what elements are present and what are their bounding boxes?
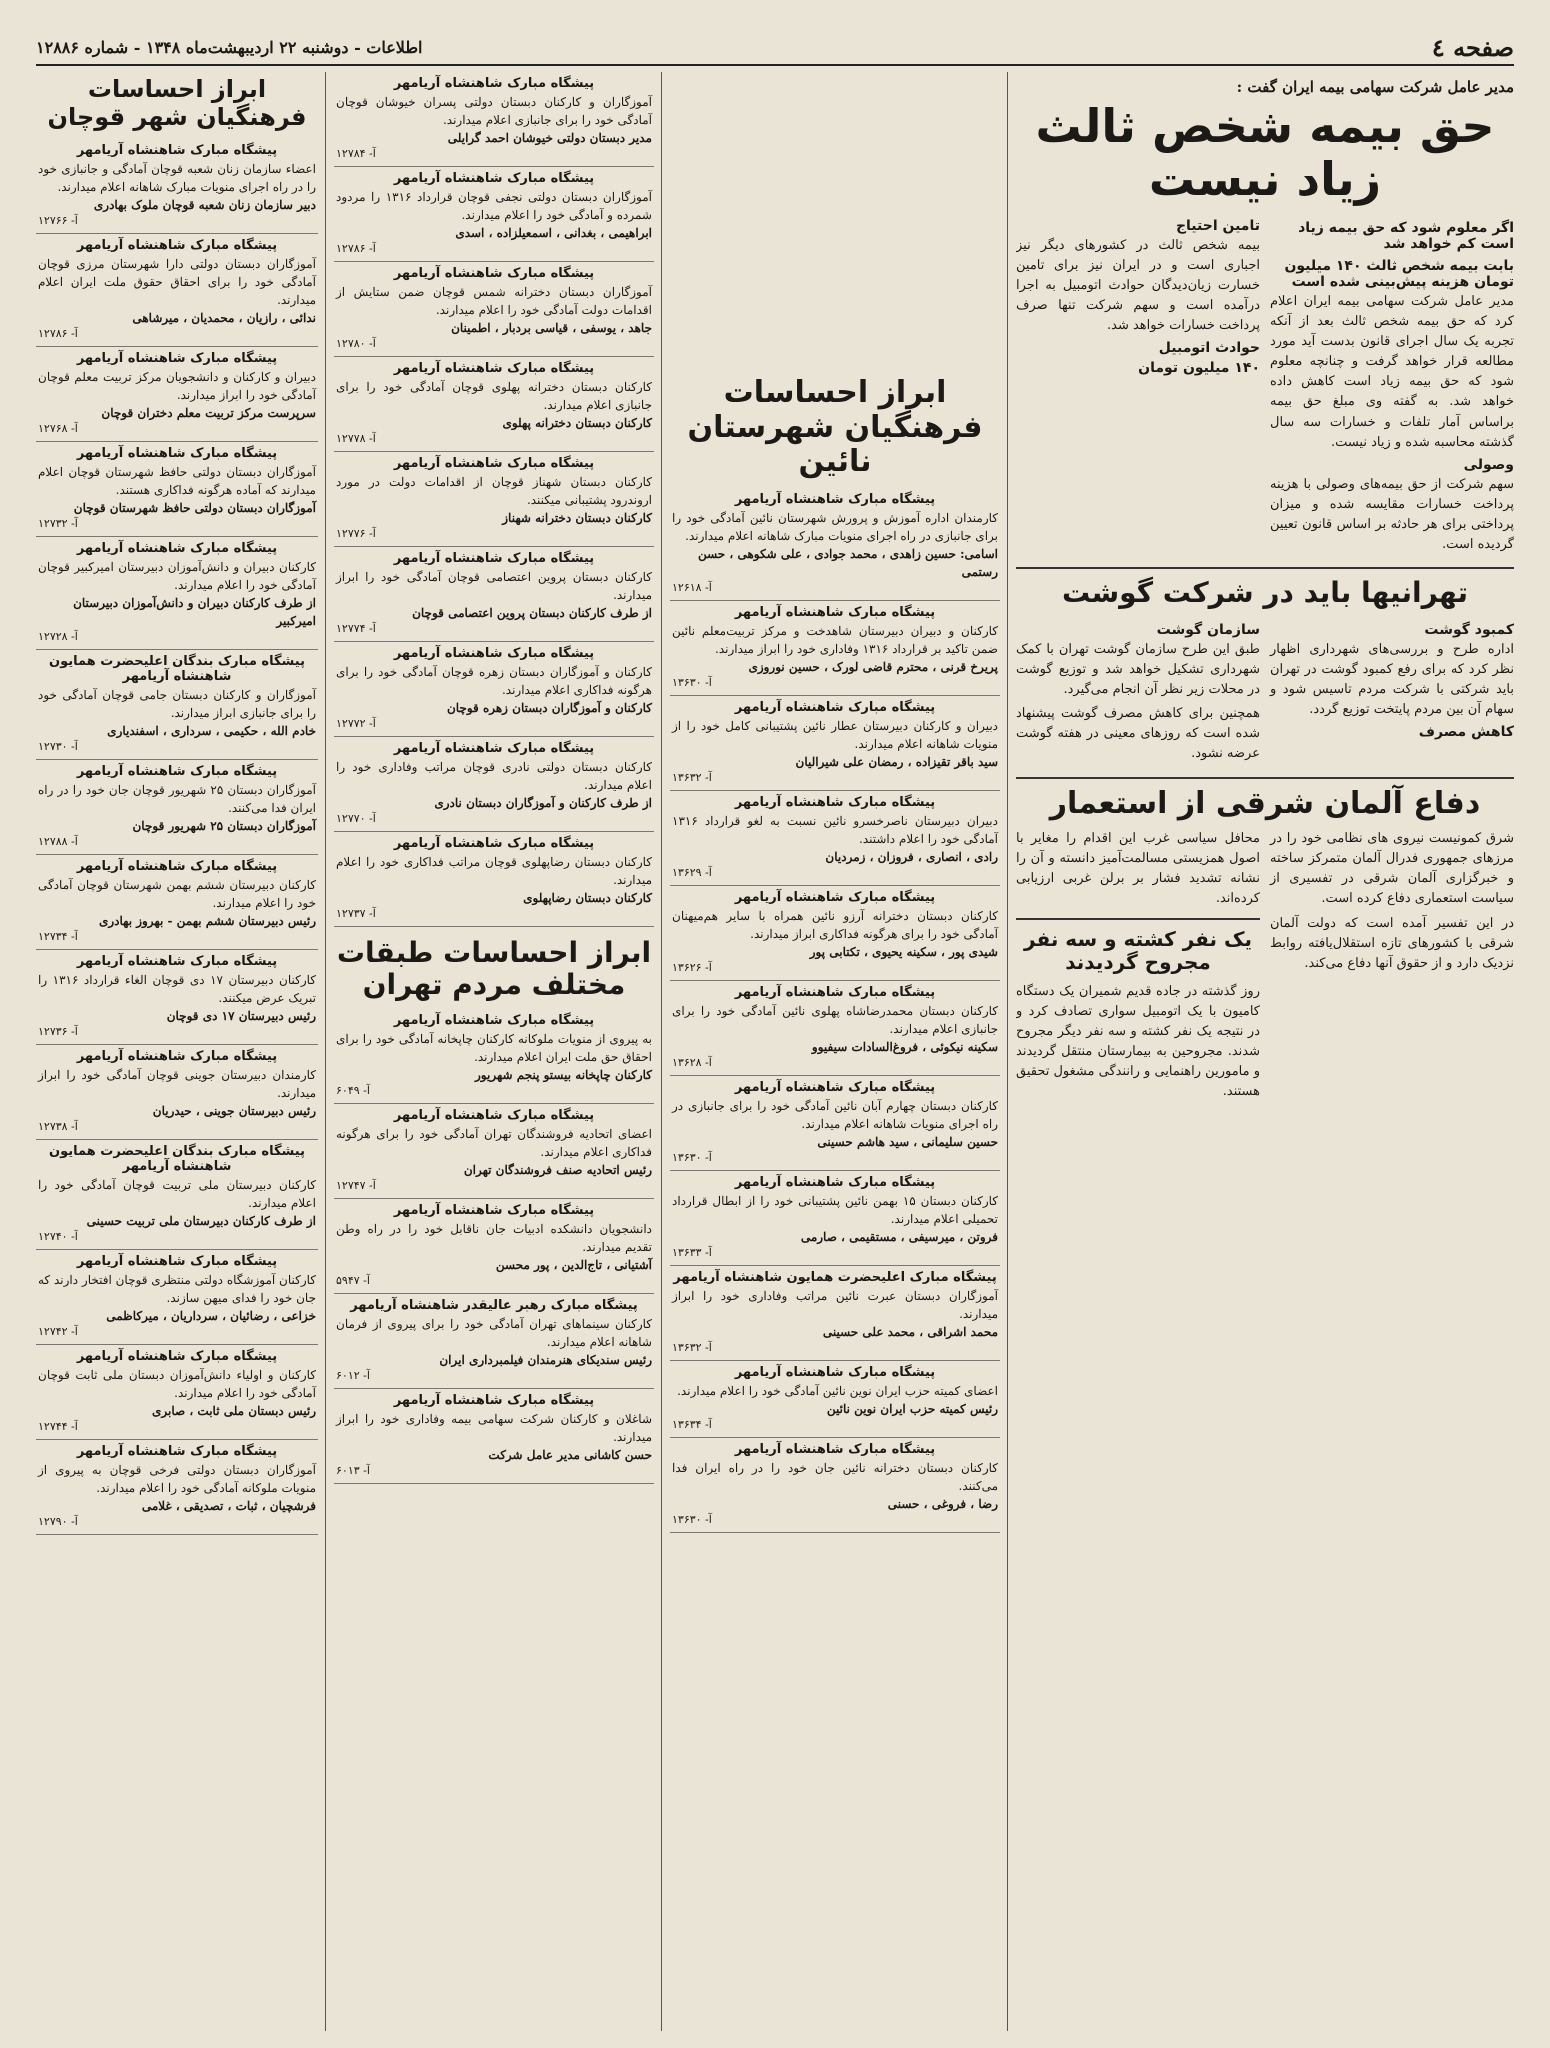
telegram-heading: پیشگاه مبارک شاهنشاه آریامهر xyxy=(76,764,278,780)
insurance-sub-2: حوادث اتومبیل xyxy=(1158,340,1260,357)
telegram-signature: کارکنان دبستان رضاپهلوی xyxy=(523,891,652,905)
telegram-body: کارکنان دبستان دولتی نادری قوچان مراتب وفاداری خود را اعلام میدارند. xyxy=(336,760,652,792)
telegram-body: دبیران و کارکنان دبیرستان عطار نائین پشتیبانی کامل خود را از منویات شاهانه اعلام میدارند. xyxy=(672,718,998,751)
germany-article xyxy=(1016,777,1514,1107)
insurance-lead-1: اگر معلوم شود که حق بیمه زیاد است کم خواهد شد xyxy=(1298,219,1514,252)
telegram-signature: سکینه نیکوئی ، فروغ‌السادات سیفیوو xyxy=(811,1039,998,1054)
telegram-reference: آ- ۱۲۷۸۰ xyxy=(336,337,376,350)
telegram-message xyxy=(334,1199,654,1294)
accident-headline: یک نفر کشته و سه نفر مجروح گردیدند xyxy=(1024,926,1252,974)
telegram-reference: آ- ۱۲۷۴۰ xyxy=(38,1230,78,1244)
telegram-heading: پیشگاه مبارک شاهنشاه آریامهر xyxy=(76,1349,278,1365)
telegram-signature: مدیر دبستان دولتی خیوشان احمد گرایلی xyxy=(447,131,652,145)
column-nain xyxy=(670,72,1000,2031)
quchan-top-list xyxy=(334,72,654,927)
telegram-message xyxy=(334,832,654,927)
telegram-signature: دبیر سازمان زنان شعبه قوچان ملوک بهادری xyxy=(93,198,316,213)
insurance-col-a xyxy=(1270,214,1514,560)
telegram-reference: آ- ۱۲۷۸۸ xyxy=(38,835,78,849)
telegram-signature: رادی ، انصاری ، فروزان ، زمردیان xyxy=(825,849,998,864)
telegram-signature: آموزگاران دبستان دولتی حافظ شهرستان قوچان xyxy=(73,501,316,516)
telegram-reference: آ- ۱۲۷۷۴ xyxy=(336,622,376,635)
telegram-signature: رئیس دبیرستان جوینی ، حیدریان xyxy=(152,1104,316,1119)
telegram-heading: پیشگاه مبارک شاهنشاه آریامهر xyxy=(76,143,278,159)
telegram-signature: رئیس اتحادیه صنف فروشندگان تهران xyxy=(463,1163,652,1178)
tehran-headline: ابراز احساسات طبقات مختلف مردم تهران xyxy=(336,936,652,1002)
insurance-body xyxy=(1016,214,1514,560)
telegram-message xyxy=(36,760,318,855)
telegram-body: کارکنان دبستان شهناز قوچان از اقدامات دولت در مورد اروندرود پشتیبانی میکنند. xyxy=(336,475,652,507)
telegram-message xyxy=(36,1045,318,1140)
telegram-signature: حسین سلیمانی ، سید هاشم حسینی xyxy=(817,1134,998,1149)
telegram-heading: پیشگاه مبارک شاهنشاه آریامهر xyxy=(734,889,936,905)
telegram-reference: آ- ۱۲۷۴۲ xyxy=(38,1325,78,1339)
telegram-signature: محمد اشراقی ، محمد علی حسینی xyxy=(822,1324,998,1339)
telegram-heading: پیشگاه مبارک شاهنشاه آریامهر xyxy=(76,1444,278,1460)
insurance-col-b xyxy=(1016,214,1260,560)
telegram-heading: پیشگاه مبارک شاهنشاه آریامهر xyxy=(734,604,936,620)
telegram-reference: آ- ۱۳۶۳۴ xyxy=(672,1417,712,1431)
telegram-body: اعضای کمیته حزب ایران نوین نائین آمادگی خود را اعلام میدارند. xyxy=(677,1383,998,1398)
telegram-body: شاغلان و کارکنان شرکت سهامی بیمه وفاداری خود را ابراز میدارند. xyxy=(336,1412,652,1445)
telegram-body: اعضای اتحادیه فروشندگان تهران آمادگی خود را برای هرگونه فداکاری اعلام میدارند. xyxy=(336,1127,652,1160)
telegram-reference: آ- ۱۲۷۳۷ xyxy=(336,907,376,920)
telegram-message xyxy=(36,1250,318,1345)
meat-paragraph-1: اداره طرح و بررسی‌های شهرداری اظهار نظر کرد که برای رفع کمبود گوشت در تهران باید شرکتی با شرکت مردم تاسیس شود و سهام آن بین مردم پایتخت توزیع گردد. xyxy=(1270,641,1514,718)
telegram-message xyxy=(36,1140,318,1250)
telegram-body: کارکنان دبستان محمدرضاشاه پهلوی نائین آمادگی خود را برای جانبازی اعلام میدارند. xyxy=(672,1003,998,1036)
telegram-reference: آ- ۱۲۷۶۶ xyxy=(38,214,78,228)
telegram-heading: پیشگاه مبارک شاهنشاه آریامهر xyxy=(734,794,936,810)
telegram-reference: آ- ۱۲۷۷۰ xyxy=(336,812,376,825)
telegram-body: کارکنان دبیرستان ملی تربیت قوچان آمادگی خود را اعلام میدارند. xyxy=(38,1178,316,1211)
meat-body xyxy=(1016,618,1514,769)
telegram-body: کارکنان دبیرستان ششم بهمن شهرستان قوچان آمادگی خود را اعلام میدارند. xyxy=(38,878,316,911)
telegram-reference: آ- ۱۲۷۳۰ xyxy=(38,740,78,754)
telegram-message xyxy=(670,1076,1000,1171)
telegram-heading: پیشگاه مبارک شاهنشاه آریامهر xyxy=(76,541,278,557)
telegram-reference: آ- ۱۲۷۳۶ xyxy=(38,1025,78,1039)
telegram-message xyxy=(36,139,318,234)
telegram-message xyxy=(36,650,318,760)
telegram-reference: آ- ۱۲۷۹۰ xyxy=(38,1515,78,1529)
telegram-signature: ندائی ، رازیان ، محمدیان ، میرشاهی xyxy=(132,311,316,326)
telegram-signature: خزاعی ، رضائیان ، سرداریان ، میرکاظمی xyxy=(106,1309,316,1324)
telegram-signature: آشتیانی ، تاج‌الدین ، پور محسن xyxy=(495,1258,652,1273)
telegram-signature: از طرف کارکنان دبیرستان ملی تربیت حسینی xyxy=(86,1214,316,1229)
telegram-message xyxy=(334,262,654,357)
insurance-sub-1: تامین احتیاج xyxy=(1175,217,1260,234)
telegram-body: آموزگاران دبستان عبرت نائین مراتب وفاداری خود را ابراز میدارند. xyxy=(672,1288,998,1321)
nain-headline: ابراز احساسات فرهنگیان شهرستان نائین xyxy=(687,375,983,479)
telegram-reference: آ- ۱۳۶۳۰ xyxy=(672,1150,712,1164)
telegram-body: کارکنان دبستان چهارم آبان نائین آمادگی خود را برای جانبازی در راه اجرای منویات شاهانه اعلام میدارند. xyxy=(672,1098,998,1131)
meat-paragraph-2: طبق این طرح سازمان گوشت تهران با کمک شهرداری تشکیل خواهد شد و توزیع گوشت در محلات زیر نظر آن انجام می‌گیرد. xyxy=(1016,641,1260,697)
telegram-body: آموزگاران و کارکنان دبستان جامی قوچان آمادگی خود را برای جانبازی ابراز میدارند. xyxy=(38,688,316,721)
telegram-signature: فروتن ، میرسیفی ، مستقیمی ، صارمی xyxy=(800,1229,998,1244)
telegram-reference: آ- ۶۰۱۳ xyxy=(336,1464,370,1478)
telegram-body: کارکنان دبستان دخترانه نائین جان خود را در راه ایران فدا می‌کنند. xyxy=(672,1460,998,1493)
telegram-body: آموزگاران دبستان دولتی نجفی قوچان قرارداد ۱۳۱۶ را مردود شمرده و آمادگی خود را اعلام میدارند. xyxy=(336,190,652,222)
telegram-signature: کارکنان چاپخانه بیستو پنجم شهریور xyxy=(475,1068,652,1083)
telegram-heading: پیشگاه مبارک شاهنشاه آریامهر xyxy=(393,456,595,471)
telegram-reference: آ- ۱۲۷۳۴ xyxy=(38,930,78,944)
telegram-message xyxy=(334,737,654,832)
telegram-message xyxy=(670,1266,1000,1361)
telegram-heading: پیشگاه مبارک شاهنشاه آریامهر xyxy=(76,1254,278,1270)
nain-list xyxy=(670,488,1000,1533)
telegram-heading: پیشگاه مبارک بندگان اعلیحضرت همایون شاهنشاه آریامهر xyxy=(49,1144,305,1175)
telegram-signature: کارکنان دبستان دخترانه پهلوی xyxy=(502,416,652,430)
telegram-heading: پیشگاه مبارک شاهنشاه آریامهر xyxy=(393,171,595,186)
meat-sub-2: سازمان گوشت xyxy=(1156,621,1260,638)
telegram-reference: آ- ۱۲۷۸۴ xyxy=(336,147,376,160)
telegram-body: کارکنان سینماهای تهران آمادگی خود را برای پیروی از فرمان شاهانه اعلام میدارند. xyxy=(336,1317,652,1350)
telegram-heading: پیشگاه مبارک رهبر عالیقدر شاهنشاه آریامهر xyxy=(350,1298,638,1314)
telegram-heading: پیشگاه مبارک شاهنشاه آریامهر xyxy=(734,491,936,507)
telegram-signature: فرشچیان ، ثبات ، تصدیقی ، غلامی xyxy=(141,1499,316,1514)
telegram-body: کارمندان دبیرستان جوینی قوچان آمادگی خود را ابراز میدارند. xyxy=(38,1068,316,1101)
telegram-body: آموزگاران دبستان ۲۵ شهریور قوچان جان خود را در راه ایران فدا می‌کنند. xyxy=(38,783,316,816)
germany-col-a xyxy=(1270,829,1514,1106)
telegram-signature: کارکنان دبستان دخترانه شهناز xyxy=(502,511,652,525)
telegram-signature: سرپرست مرکز تربیت معلم دختران قوچان xyxy=(101,406,316,421)
telegram-signature: خادم الله ، حکیمی ، سرداری ، اسفندیاری xyxy=(107,724,316,739)
telegram-signature: جاهد ، یوسفی ، قیاسی بردبار ، اطمینان xyxy=(451,321,652,335)
telegram-reference: آ- ۱۲۷۴۷ xyxy=(336,1179,376,1193)
telegram-heading: پیشگاه مبارک شاهنشاه آریامهر xyxy=(734,984,936,1000)
telegram-heading: پیشگاه مبارک شاهنشاه آریامهر xyxy=(76,1049,278,1065)
telegram-heading: پیشگاه مبارک شاهنشاه آریامهر xyxy=(734,1079,936,1095)
telegram-signature: کارکنان و آموزگاران دبستان زهره قوچان xyxy=(446,701,652,715)
telegram-message xyxy=(334,1389,654,1484)
telegram-reference: آ- ۱۲۷۷۸ xyxy=(336,432,376,445)
issue-info: اطلاعات - دوشنبه ۲۲ اردیبهشت‌ماه ۱۳۴۸ - شماره ۱۲۸۸۶ xyxy=(36,37,423,57)
insurance-paragraph-3: بیمه شخص ثالث در کشورهای دیگر نیز اجباری است و در ایران نیز برای تامین خسارت زیان‌دیدگان حوادث اتومبیل به اجرا درآمده است و سهم شرکت تنها صرف پرداخت خسارات خواهد شد. xyxy=(1016,237,1260,334)
telegram-heading: پیشگاه مبارک شاهنشاه آریامهر xyxy=(393,646,595,661)
insurance-paragraph-1: مدیر عامل شرکت سهامی بیمه ایران اعلام کرد که حق بیمه شخص ثالث بعد از آنکه تجربه یک سال اجرای قانون بدست آید مورد مطالعه قرار خواهد گرفت و چنانچه معلوم شود که حق بیمه زیاد است کاهش داده خواهد شد. به گفته وی مبلغ حق بیمه براساس آمار تلفات و خسارات سه سال گذشته محاسبه شده و زیاد نیست. xyxy=(1270,293,1514,450)
telegram-signature: رئیس دبیرستان ۱۷ دی قوچان xyxy=(166,1009,316,1024)
germany-paragraph-1: شرق کمونیست نیروی های نظامی خود را در مرزهای جمهوری فدرال آلمان متمرکز ساخته و خبرگزاری آلمان شرقی در تفسیری از سیاست استعماری دفاع کرده است. xyxy=(1270,831,1514,907)
telegram-signature: پریرخ قرنی ، محترم قاضی لورک ، حسین نوروزی xyxy=(748,659,998,674)
telegram-reference: آ- ۱۳۶۳۲ xyxy=(672,1340,712,1354)
telegram-heading: پیشگاه مبارک شاهنشاه آریامهر xyxy=(734,1174,936,1190)
telegram-reference: آ- ۱۲۷۲۸ xyxy=(38,630,78,644)
telegram-signature: رئیس سندیکای هنرمندان فیلمبرداری ایران xyxy=(439,1353,652,1368)
telegram-message xyxy=(36,347,318,442)
telegram-reference: آ- ۱۳۶۲۸ xyxy=(672,1055,712,1069)
telegram-signature: از طرف کارکنان دبستان پروین اعتصامی قوچان xyxy=(412,606,652,620)
telegram-body: کارکنان و اولیاء دانش‌آموزان دبستان ملی ثابت قوچان آمادگی خود را اعلام میدارند. xyxy=(38,1368,316,1401)
telegram-message xyxy=(334,167,654,262)
telegram-reference: آ- ۶۰۴۹ xyxy=(336,1084,370,1098)
telegram-body: کارکنان و آموزگاران دبستان زهره قوچان آمادگی خود را برای هرگونه فداکاری اعلام میدارند. xyxy=(336,665,652,697)
meat-article xyxy=(1016,567,1514,768)
telegram-heading: پیشگاه مبارک اعلیحضرت همایون شاهنشاه آریامهر xyxy=(673,1269,997,1285)
column-rule xyxy=(325,72,326,2031)
telegram-reference: آ- ۱۳۶۲۶ xyxy=(672,960,712,974)
telegram-body: کارکنان و دبیران دبیرستان شاهدخت و مرکز تربیت‌معلم نائین ضمن تاکید بر قرارداد ۱۳۱۶ وفاداری خود را ابراز میدارند. xyxy=(672,623,998,656)
telegram-reference: آ- ۱۳۶۳۰ xyxy=(672,1512,712,1526)
telegram-heading: پیشگاه مبارک شاهنشاه آریامهر xyxy=(734,1441,936,1457)
telegram-body: آموزگاران دبستان دولتی فرخی قوچان به پیروی از منویات ملوکانه آمادگی خود را اعلام میدارند. xyxy=(38,1463,316,1496)
telegram-reference: آ- ۱۲۷۸۶ xyxy=(336,242,376,255)
telegram-reference: آ- ۱۲۷۳۲ xyxy=(38,517,78,531)
quchan-headline: ابراز احساسات فرهنگیان شهر قوچان xyxy=(47,75,307,131)
telegram-reference: آ- ۱۲۷۸۶ xyxy=(38,327,78,341)
telegram-heading: پیشگاه مبارک شاهنشاه آریامهر xyxy=(393,1108,595,1124)
telegram-message xyxy=(334,1009,654,1104)
telegram-heading: پیشگاه مبارک شاهنشاه آریامهر xyxy=(76,954,278,970)
telegram-body: دبیران دبیرستان ناصرخسرو نائین نسبت به لغو قرارداد ۱۳۱۶ آمادگی خود را اعلام داشتند. xyxy=(672,813,998,846)
telegram-reference: آ- ۱۲۶۱۸ xyxy=(672,580,712,594)
telegram-reference: آ- ۱۲۷۶۸ xyxy=(38,422,78,436)
germany-paragraph-2: محافل سیاسی غرب این اقدام را مغایر با اصول همزیستی مسالمت‌آمیز دانسته و آن را نشانه تشدید فشار بر برلن غربی ارزیابی کرده‌اند. xyxy=(1016,831,1260,907)
telegram-signature: رئیس کمیته حزب ایران نوین نائین xyxy=(826,1401,998,1416)
germany-headline: دفاع آلمان شرقی از استعمار xyxy=(1049,785,1481,821)
telegram-reference: آ- ۱۳۶۲۹ xyxy=(672,865,712,879)
tehran-list xyxy=(334,1009,654,1484)
telegram-heading: پیشگاه مبارک شاهنشاه آریامهر xyxy=(393,361,595,376)
telegram-message xyxy=(670,1361,1000,1438)
column-middle xyxy=(334,72,654,2031)
column-rule xyxy=(661,72,662,2031)
telegram-message xyxy=(670,696,1000,791)
telegram-heading: پیشگاه مبارک شاهنشاه آریامهر xyxy=(76,351,278,367)
telegram-message xyxy=(670,601,1000,696)
telegram-message xyxy=(36,442,318,537)
quchan-list xyxy=(36,139,318,1535)
telegram-signature: رئیس دبستان ملی ثابت ، صابری xyxy=(151,1404,316,1419)
telegram-message xyxy=(36,1440,318,1535)
telegram-reference: آ- ۶۰۱۲ xyxy=(336,1369,370,1383)
telegram-heading: پیشگاه مبارک شاهنشاه آریامهر xyxy=(393,1393,595,1409)
telegram-reference: آ- ۱۳۶۳۰ xyxy=(672,675,712,689)
telegram-body: به پیروی از منویات ملوکانه کارکنان چاپخانه آمادگی خود را برای احقاق حق ملت ایران اعلام میدارند. xyxy=(336,1032,652,1065)
telegram-message xyxy=(334,72,654,167)
telegram-reference: آ- ۱۲۷۷۶ xyxy=(336,527,376,540)
column-left xyxy=(36,72,318,2031)
telegram-message xyxy=(670,981,1000,1076)
telegram-heading: پیشگاه مبارک شاهنشاه آریامهر xyxy=(393,741,595,756)
telegram-message xyxy=(670,791,1000,886)
insurance-lead-2: بابت بیمه شخص ثالث ۱۴۰ میلیون تومان هزینه پیش‌بینی شده است xyxy=(1284,257,1514,290)
accident-paragraph: روز گذشته در جاده قدیم شمیران یک دستگاه کامیون با یک اتومبیل سواری تصادف کرد و در نتیجه یک نفر کشته و سه نفر دیگر مجروح شدند. مجروحین به بیمارستان منتقل گردیدند و مامورین راهنمایی و رانندگی مشغول تحقیق هستند. xyxy=(1016,983,1260,1100)
accident-article xyxy=(1016,918,1260,1103)
telegram-heading: پیشگاه مبارک شاهنشاه آریامهر xyxy=(76,238,278,254)
page-number: صفحه ٤ xyxy=(1431,32,1514,62)
column-rule xyxy=(1007,72,1008,2031)
telegram-body: دانشجویان دانشکده ادبیات جان ناقابل خود را در راه وطن تقدیم میدارند. xyxy=(336,1222,652,1255)
telegram-reference: آ- ۱۳۶۳۳ xyxy=(672,1245,712,1259)
telegram-message xyxy=(36,537,318,650)
telegram-message xyxy=(36,234,318,347)
telegram-body: آموزگاران دبستان دخترانه شمس قوچان ضمن ستایش از اقدامات دولت آمادگی خود را اعلام میدارند. xyxy=(336,285,652,317)
telegram-body: آموزگاران و کارکنان دبستان دولتی پسران خیوشان قوچان آمادگی خود را برای جانبازی اعلام میدارند. xyxy=(336,95,652,127)
telegram-reference: آ- ۱۳۶۳۲ xyxy=(672,770,712,784)
telegram-signature: رئیس دبیرستان ششم بهمن - بهروز بهادری xyxy=(98,914,316,929)
meat-sub-3: کاهش مصرف xyxy=(1418,724,1514,741)
telegram-reference: آ- ۱۲۷۳۸ xyxy=(38,1120,78,1134)
telegram-message xyxy=(670,488,1000,601)
telegram-message xyxy=(36,950,318,1045)
telegram-body: دبیران و کارکنان و دانشجویان مرکز تربیت معلم قوچان آمادگی خود را ابراز میدارند. xyxy=(38,370,316,403)
telegram-body: کارکنان آموزشگاه دولتی منتظری قوچان افتخار دارند که جان خود را فدای میهن سازند. xyxy=(38,1273,316,1306)
telegram-message xyxy=(36,1345,318,1440)
telegram-message xyxy=(670,1438,1000,1533)
telegram-message xyxy=(334,1104,654,1199)
telegram-body: آموزگاران دبستان دولتی دارا شهرستان مرزی قوچان آمادگی خود را برای احقاق حقوق ملت ایران اعلام میدارند. xyxy=(38,257,316,308)
meat-col-b xyxy=(1016,618,1260,769)
germany-paragraph-3: در این تفسیر آمده است که دولت آلمان شرقی با کشورهای تازه استقلال‌یافته روابط نزدیک دارد و از حقوق آنها دفاع می‌کند. xyxy=(1270,915,1514,971)
telegram-message xyxy=(334,1294,654,1389)
telegram-message xyxy=(36,855,318,950)
telegram-signature: اسامی: حسین زاهدی ، محمد جوادی ، علی شکوهی ، حسن رستمی xyxy=(697,546,998,579)
telegram-body: کارکنان دبستان دخترانه آرزو نائین همراه با سایر هم‌میهنان آمادگی خود را برای هرگونه فداکاری ابراز میدارند. xyxy=(672,908,998,941)
telegram-reference: آ- ۱۲۷۷۲ xyxy=(336,717,376,730)
telegram-heading: پیشگاه مبارک شاهنشاه آریامهر xyxy=(393,1203,595,1219)
telegram-body: اعضاء سازمان زنان شعبه قوچان آمادگی و جانبازی خود را در راه اجرای منویات مبارک شاهانه اعلام میدارند. xyxy=(38,162,316,195)
telegram-reference: آ- ۱۲۷۴۴ xyxy=(38,1420,78,1434)
telegram-signature: سید باقر تقیزاده ، رمضان علی شیرالیان xyxy=(795,754,998,769)
telegram-heading: پیشگاه مبارک شاهنشاه آریامهر xyxy=(393,836,595,851)
column-right xyxy=(1016,72,1514,2031)
telegram-heading: پیشگاه مبارک شاهنشاه آریامهر xyxy=(734,699,936,715)
telegram-signature: ابراهیمی ، بغدانی ، اسمعیلزاده ، اسدی xyxy=(455,226,652,240)
telegram-heading: پیشگاه مبارک شاهنشاه آریامهر xyxy=(76,859,278,875)
telegram-signature: آموزگاران دبستان ۲۵ شهریور قوچان xyxy=(132,819,316,834)
telegram-message xyxy=(334,547,654,642)
telegram-message xyxy=(334,642,654,737)
insurance-sub-3: ۱۴۰ میلیون تومان xyxy=(1138,360,1260,377)
telegram-body: کارمندان اداره آموزش و پرورش شهرستان نائین آمادگی خود را برای جانبازی در راه اجرای منویات مبارک شاهانه اعلام میدارند. xyxy=(672,510,998,543)
telegram-message xyxy=(670,886,1000,981)
insurance-paragraph-2: سهم شرکت از حق بیمه‌های وصولی با هزینه پرداخت خسارات مقایسه شده و میزان پرداختی برای هر حادثه بر اساس قانون تعیین گردیده است. xyxy=(1270,476,1514,553)
telegram-reference: آ- ۵۹۴۷ xyxy=(336,1274,370,1288)
meat-paragraph-3: همچنین برای کاهش مصرف گوشت پیشنهاد شده است که روزهای معینی در هفته گوشت عرضه نشود. xyxy=(1016,706,1260,762)
telegram-signature: رضا ، فروغی ، حسنی xyxy=(887,1496,998,1511)
insurance-kicker: مدیر عامل شرکت سهامی بیمه ایران گفت : xyxy=(1236,78,1514,96)
telegram-body: کارکنان دبستان پروین اعتصامی قوچان آمادگی خود را ابراز میدارند. xyxy=(336,570,652,602)
insurance-sub-4: وصولی xyxy=(1463,456,1514,473)
masthead xyxy=(36,30,1514,66)
meat-headline: تهرانیها باید در شرکت گوشت xyxy=(1061,576,1469,610)
telegram-body: کارکنان دبستان دخترانه پهلوی قوچان آمادگی خود را برای جانبازی اعلام میدارند. xyxy=(336,380,652,412)
telegram-heading: پیشگاه مبارک شاهنشاه آریامهر xyxy=(393,1013,595,1029)
telegram-body: آموزگاران دبستان دولتی حافظ شهرستان قوچان اعلام میدارند که آماده هرگونه فداکاری هستند. xyxy=(38,465,316,498)
telegram-signature: حسن کاشانی مدیر عامل شرکت xyxy=(488,1448,652,1463)
telegram-heading: پیشگاه مبارک شاهنشاه آریامهر xyxy=(393,551,595,566)
telegram-body: کارکنان دبستان ۱۵ بهمن نائین پشتیبانی خود را از ابطال قرارداد تحمیلی اعلام میدارند. xyxy=(672,1193,998,1226)
germany-col-b xyxy=(1016,829,1260,1106)
telegram-heading: پیشگاه مبارک شاهنشاه آریامهر xyxy=(393,76,595,91)
telegram-heading: پیشگاه مبارک شاهنشاه آریامهر xyxy=(393,266,595,281)
telegram-signature: از طرف کارکنان و آموزگاران دبستان نادری xyxy=(434,796,652,810)
telegram-heading: پیشگاه مبارک شاهنشاه آریامهر xyxy=(734,1364,936,1380)
telegram-heading: پیشگاه مبارک بندگان اعلیحضرت همایون شاهنشاه آریامهر xyxy=(49,654,305,685)
meat-col-a xyxy=(1270,618,1514,769)
telegram-body: کارکنان دبستان رضاپهلوی قوچان مراتب فداکاری خود را اعلام میدارند. xyxy=(336,855,652,887)
telegram-heading: پیشگاه مبارک شاهنشاه آریامهر xyxy=(76,446,278,462)
insurance-headline: حق بیمه شخص ثالث زیاد نیست xyxy=(1035,99,1495,206)
telegram-message xyxy=(334,357,654,452)
telegram-signature: شیدی پور ، سکینه یحیوی ، تکتابی پور xyxy=(809,944,998,959)
meat-sub-1: کمبود گوشت xyxy=(1424,621,1514,638)
telegram-body: کارکنان دبیرستان ۱۷ دی قوچان الغاء قرارداد ۱۳۱۶ را تبریک عرض میکنند. xyxy=(38,973,317,1006)
telegram-body: کارکنان دبیران و دانش‌آموزان دبیرستان امیرکبیر قوچان آمادگی خود را اعلام میدارند. xyxy=(38,560,316,593)
telegram-message xyxy=(334,452,654,547)
germany-body xyxy=(1016,829,1514,1106)
telegram-message xyxy=(670,1171,1000,1266)
columns xyxy=(36,66,1514,2031)
telegram-signature: از طرف کارکنان دبیران و دانش‌آموزان دبیرستان امیرکبیر xyxy=(73,596,316,629)
